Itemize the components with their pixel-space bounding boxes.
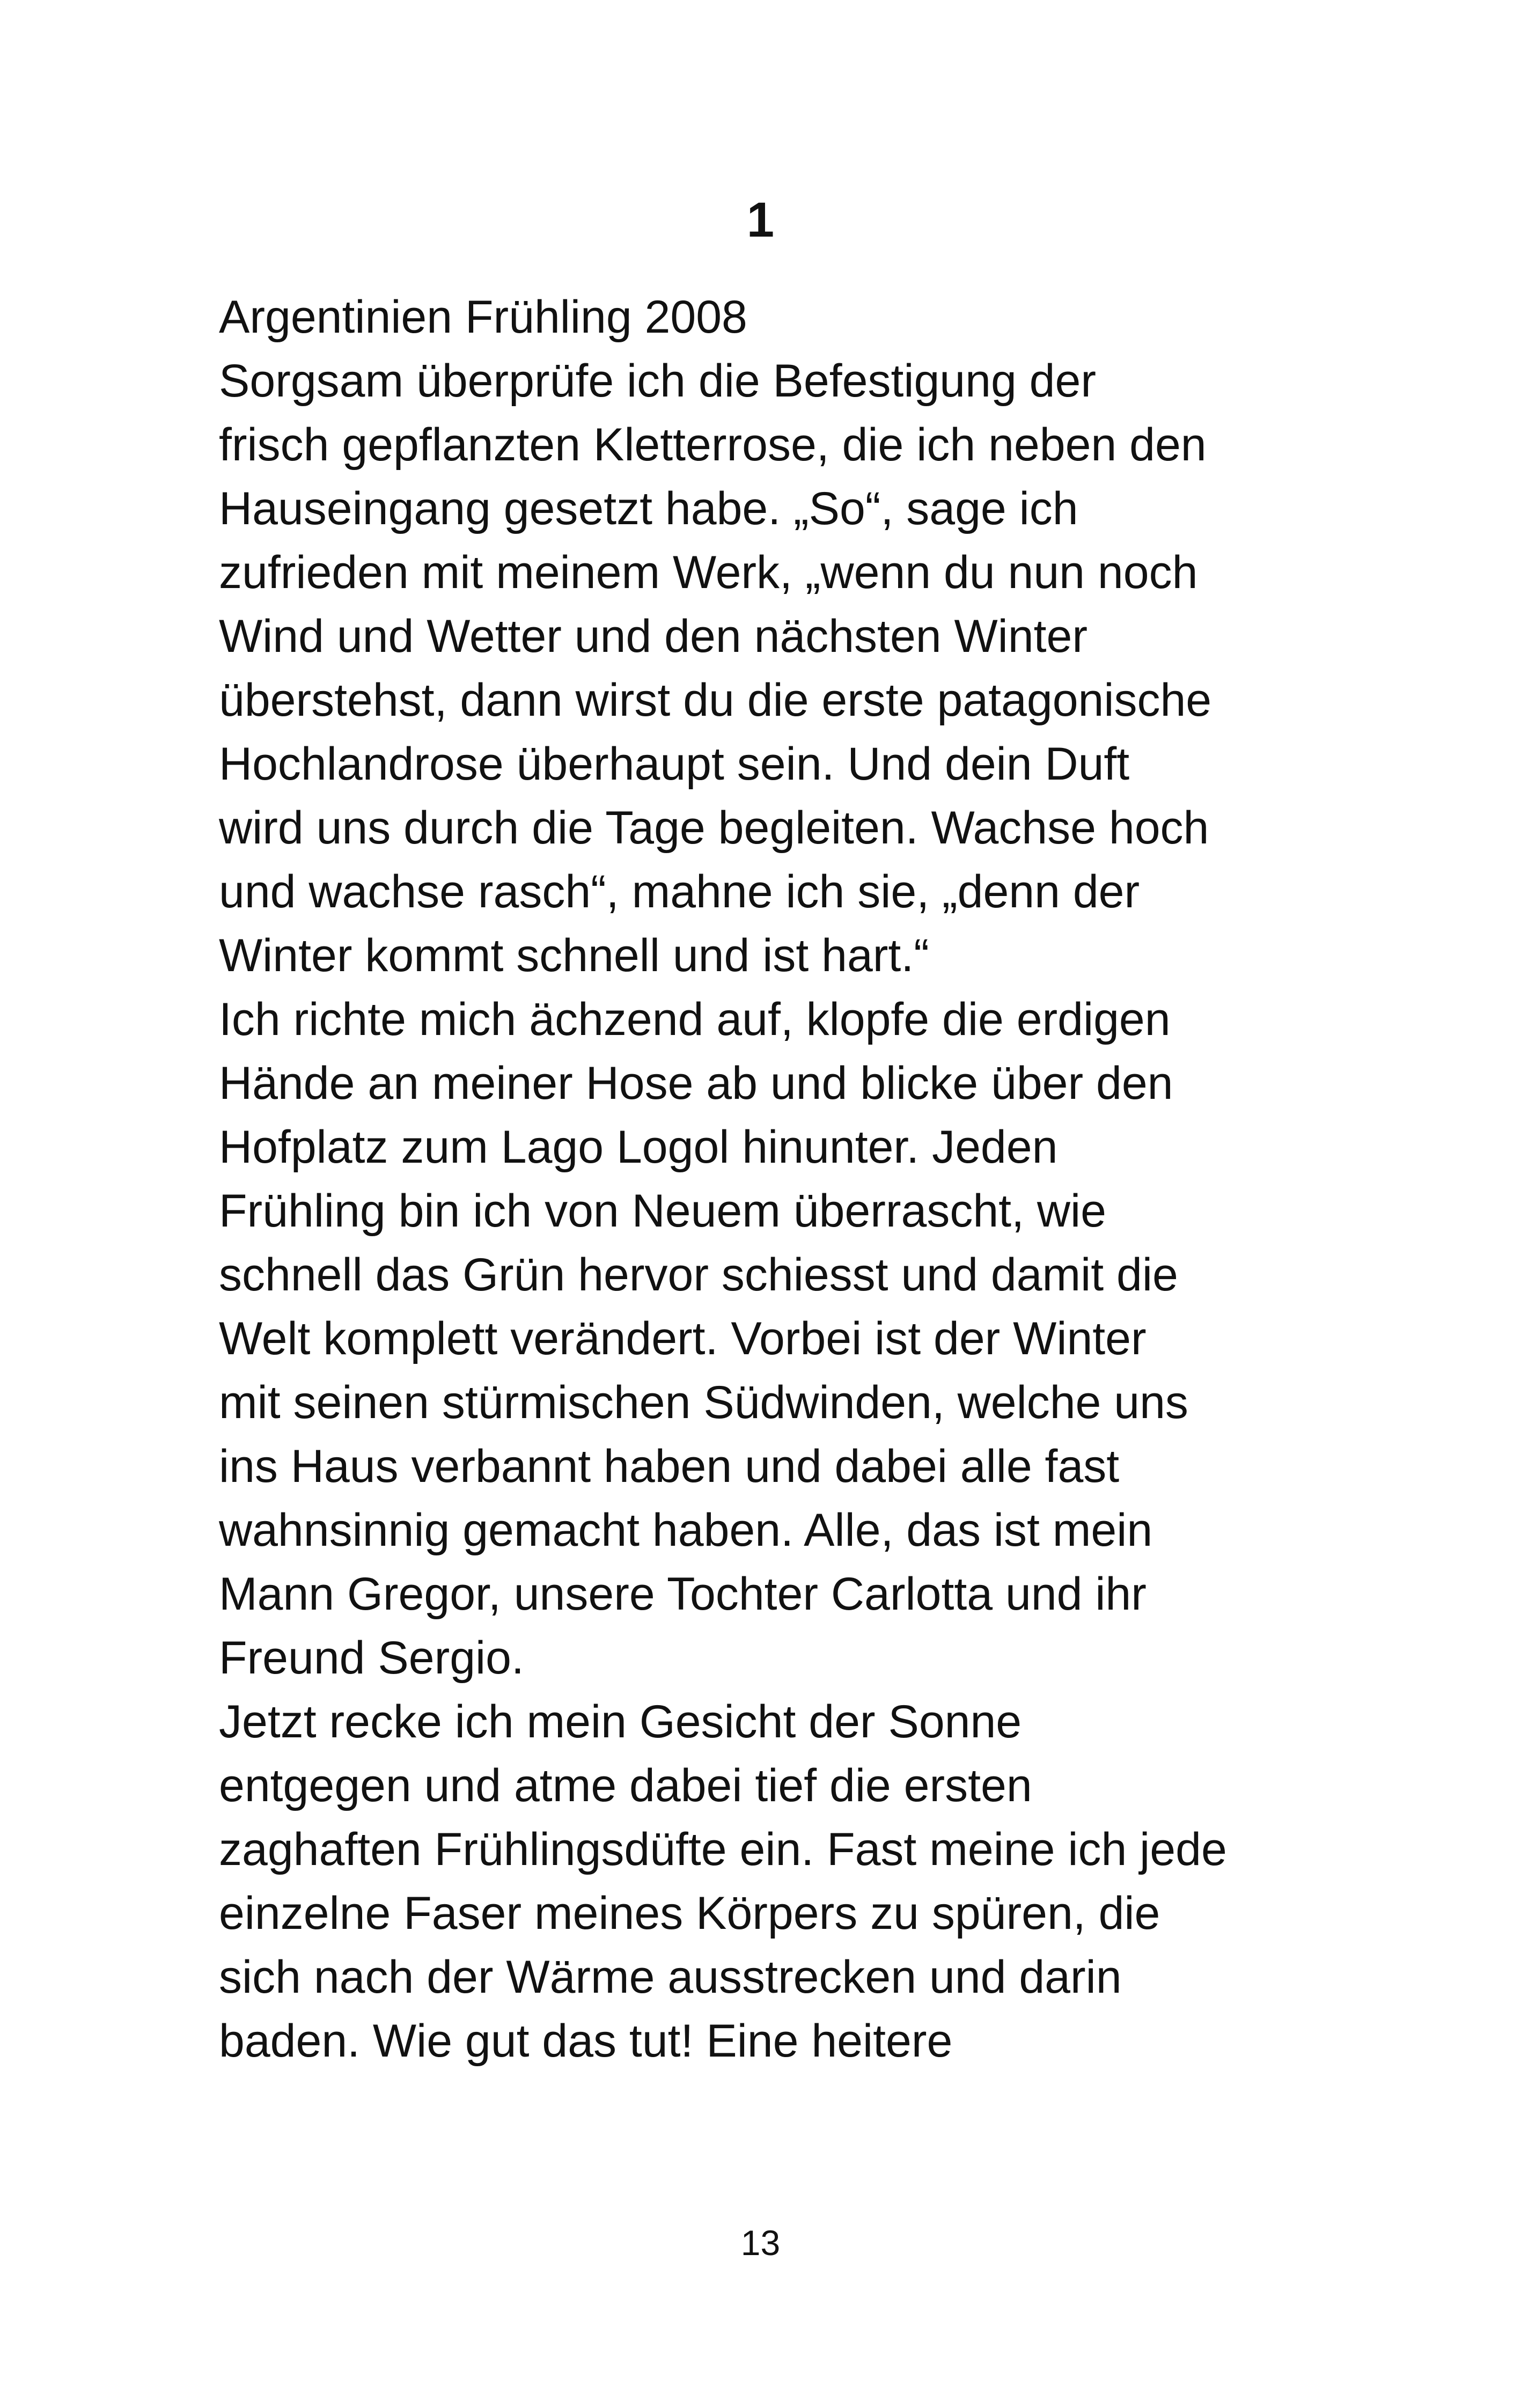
text-line: überstehst, dann wirst du die erste patagonische (219, 674, 1212, 726)
text-line: Jetzt recke ich mein Gesicht der Sonne (219, 1696, 1022, 1748)
body-text (219, 285, 1335, 2073)
text-line: Mann Gregor, unsere Tochter Carlotta und ihr (219, 1568, 1147, 1620)
text-line: Sorgsam überprüfe ich die Befestigung der (219, 355, 1096, 407)
text-line: und wachse rasch“, mahne ich sie, „denn der (219, 866, 1140, 917)
text-line: Hochlandrose überhaupt sein. Und dein Duft (219, 738, 1130, 790)
text-line: wird uns durch die Tage begleiten. Wachse hoch (219, 802, 1209, 854)
chapter-number: 1 (746, 193, 775, 247)
text-line: zaghaften Frühlingsdüfte ein. Fast meine ich jede (219, 1824, 1227, 1875)
text-line: Welt komplett verändert. Vorbei ist der Winter (219, 1313, 1147, 1364)
text-line: sich nach der Wärme ausstrecken und darin (219, 1951, 1122, 2003)
text-line: Hauseingang gesetzt habe. „So“, sage ich (219, 483, 1078, 534)
text-line: Frühling bin ich von Neuem überrascht, wie (219, 1185, 1106, 1237)
text-line: einzelne Faser meines Körpers zu spüren, die (219, 1888, 1160, 1939)
text-line: zufrieden mit meinem Werk, „wenn du nun noch (219, 547, 1198, 598)
text-line: Hofplatz zum Lago Logol hinunter. Jeden (219, 1121, 1058, 1173)
text-line: schnell das Grün hervor schiesst und damit die (219, 1249, 1178, 1301)
text-line: Wind und Wetter und den nächsten Winter (219, 611, 1088, 662)
text-line: wahnsinnig gemacht haben. Alle, das ist mein (219, 1504, 1153, 1556)
text-line: Ich richte mich ächzend auf, klopfe die erdigen (219, 994, 1171, 1045)
text-line: Winter kommt schnell und ist hart.“ (219, 930, 929, 981)
text-line: mit seinen stürmischen Südwinden, welche uns (219, 1377, 1188, 1428)
text-line: baden. Wie gut das tut! Eine heitere (219, 2015, 953, 2067)
text-line: entgegen und atme dabei tief die ersten (219, 1760, 1032, 1811)
page-number: 13 (740, 2223, 781, 2263)
text-line: Freund Sergio. (219, 1632, 524, 1684)
text-line: Argentinien Frühling 2008 (219, 291, 747, 343)
text-line: ins Haus verbannt haben und dabei alle fast (219, 1441, 1120, 1492)
text-line: Hände an meiner Hose ab und blicke über den (219, 1058, 1173, 1109)
text-line: frisch gepflanzten Kletterrose, die ich neben den (219, 419, 1207, 471)
